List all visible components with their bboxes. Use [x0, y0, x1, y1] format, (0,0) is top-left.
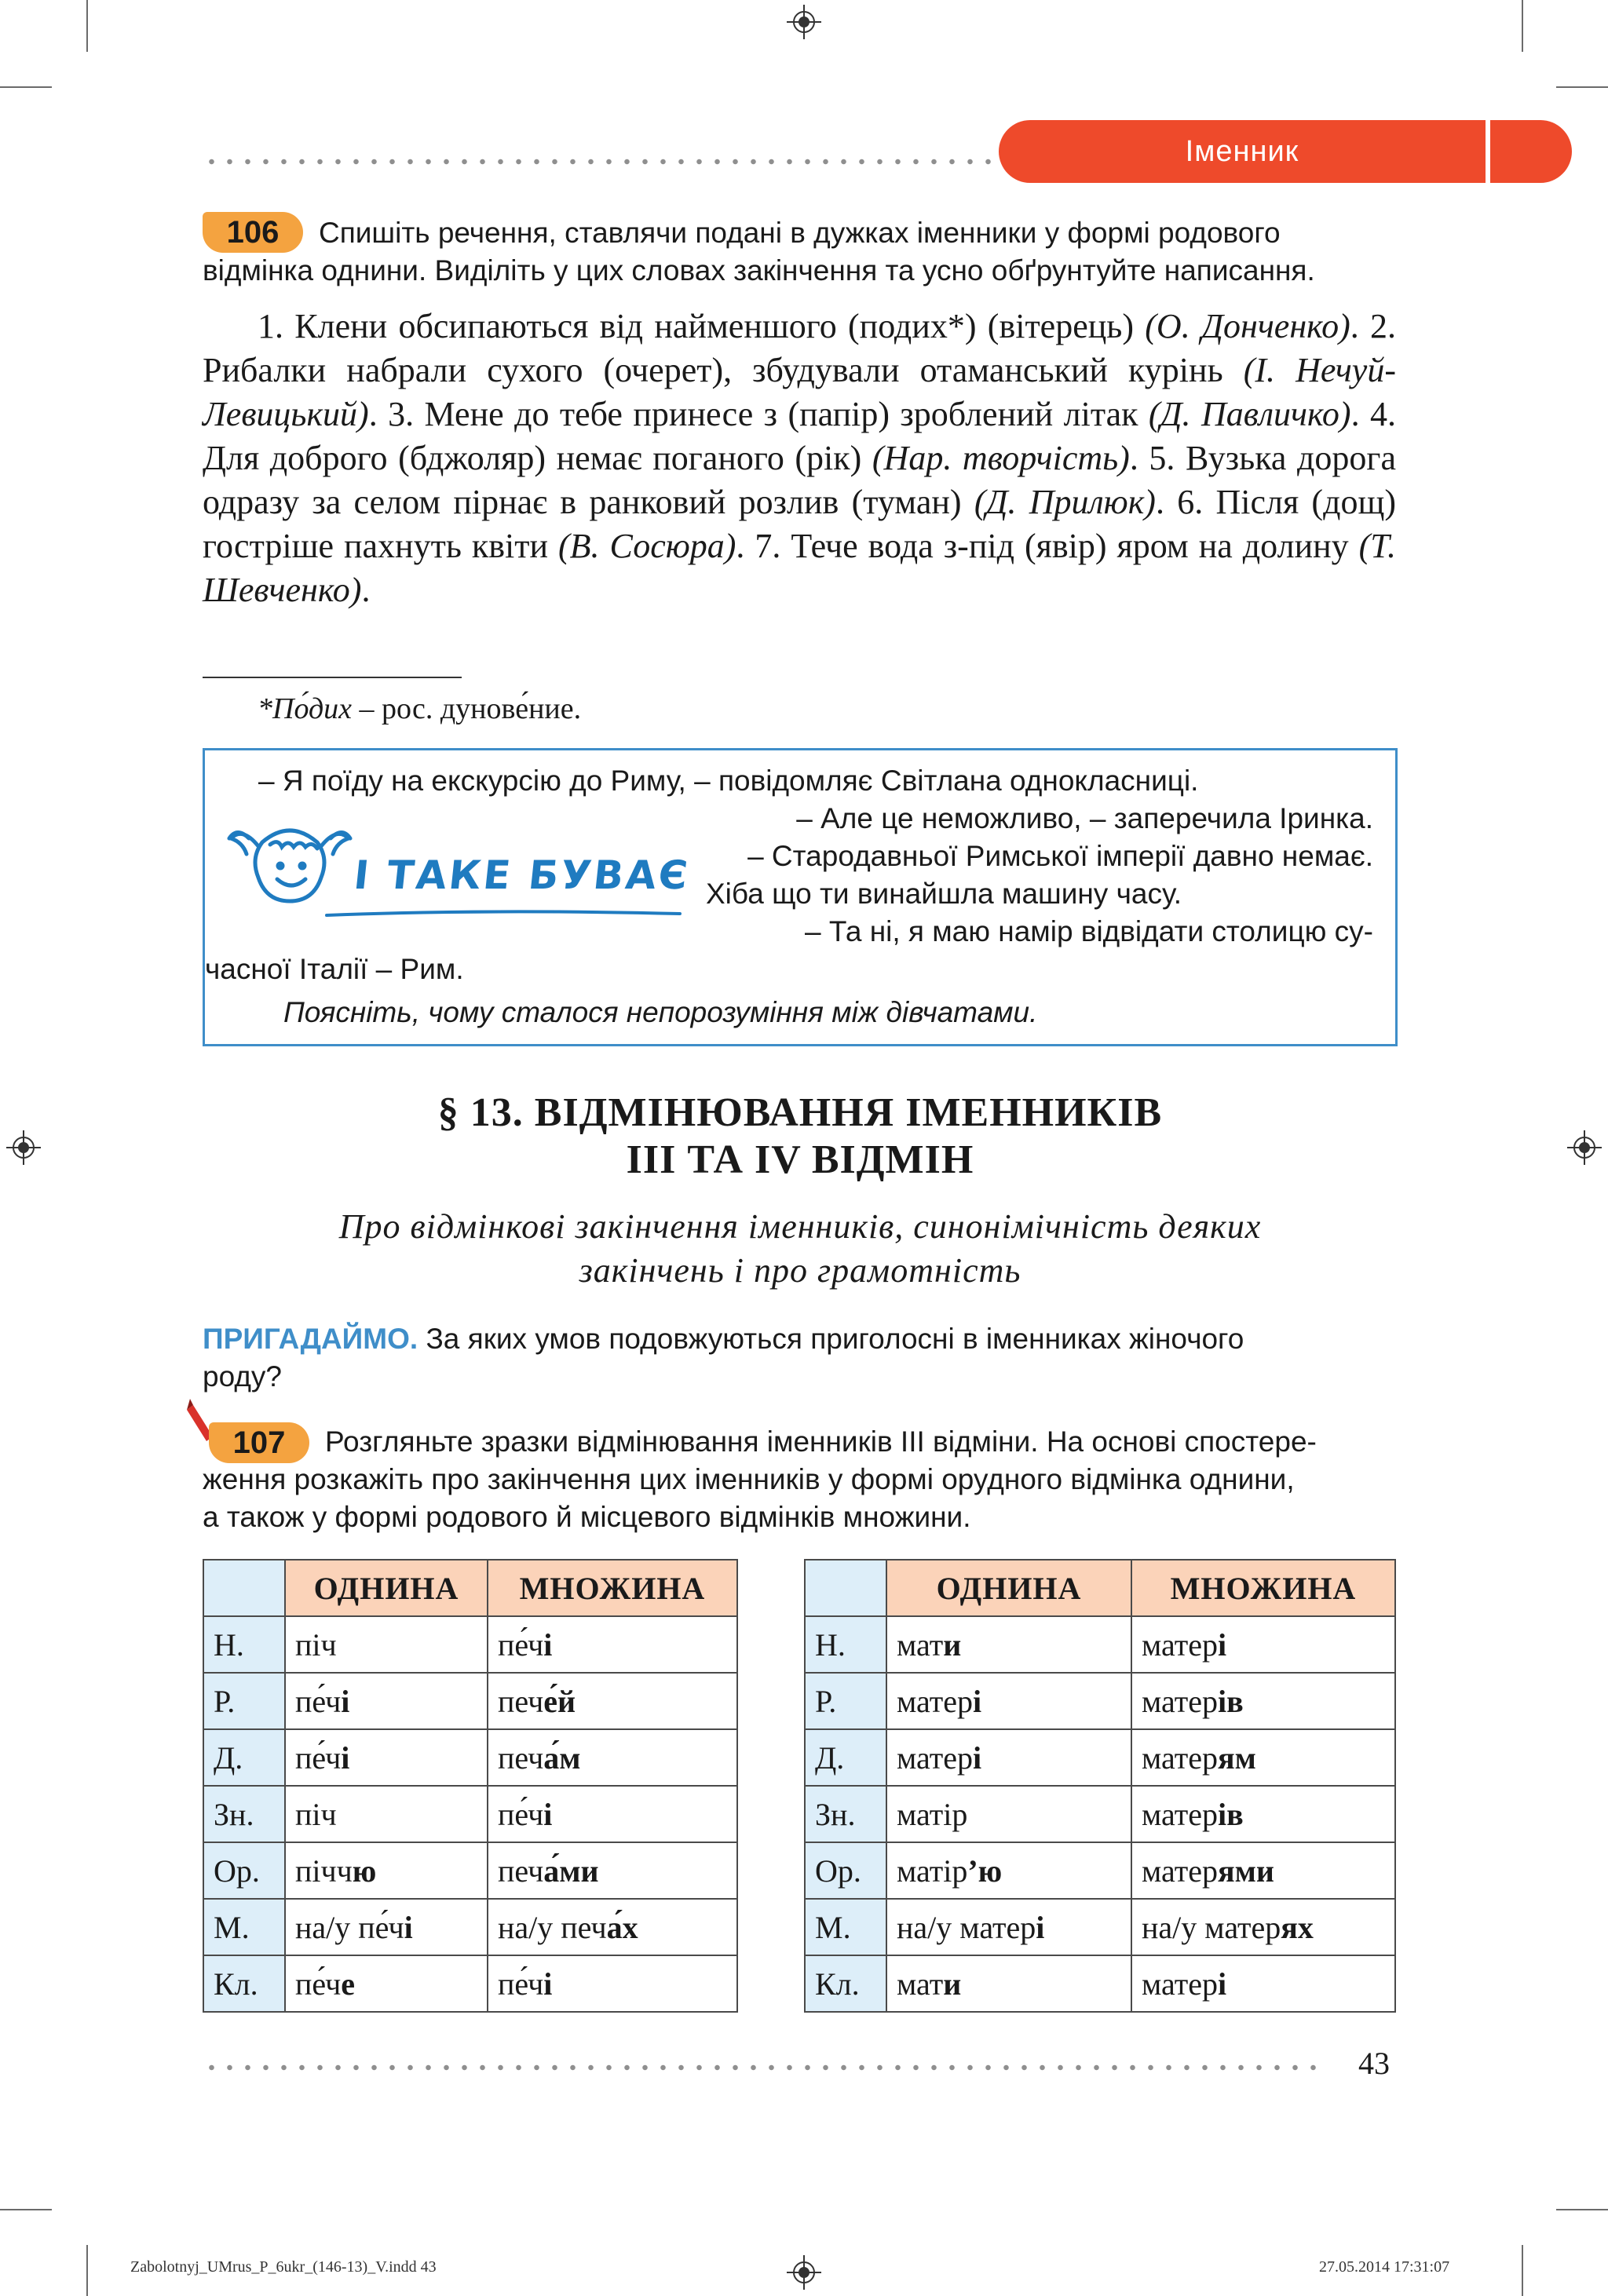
footnote-word: *По́дих — [258, 692, 353, 725]
dialogue-line: – Я поїду на екскурсію до Риму, – повідомляє Світлана однокласниці. — [258, 765, 1199, 797]
word-stem: піч — [295, 1626, 337, 1663]
declension-table-maty — [804, 1559, 1396, 2013]
exercise-instruction: Спишіть речення, ставлячи подані в дужках іменники у формі родового — [319, 217, 1281, 249]
box-question: Поясніть, чому сталося непорозуміння між дівчатами. — [283, 996, 1038, 1028]
crop-mark — [1556, 2209, 1608, 2210]
word-ending: а́х — [606, 1909, 638, 1945]
crop-mark — [0, 86, 52, 88]
exercise-number-badge — [203, 212, 303, 253]
word-stem: матір — [897, 1852, 968, 1889]
case-label: Р. — [805, 1673, 886, 1729]
exercise-number: 107 — [232, 1425, 286, 1460]
word-stem: матір — [897, 1796, 968, 1832]
singular-form — [285, 1673, 488, 1729]
table-body — [805, 1616, 1395, 2012]
footnote-rule — [203, 677, 462, 678]
table-row — [203, 1786, 737, 1842]
crop-mark — [1556, 86, 1608, 88]
crop-mark — [86, 2245, 88, 2296]
case-label: М. — [805, 1899, 886, 1955]
logo-text: І ТАКЕ БУВАЄ — [351, 852, 693, 898]
table-row — [203, 1955, 737, 2012]
sentences-paragraph: 1. Клени обсипаються від найменшого (подих*) (вітерець) (О. Донченко). 2. Рибалки набрали сухого (очерет), збудували отаманський курінь (І. Нечуй-Левицький). 3. Мене до тебе принесе з (папір) зроблений літак (Д. Павличко). 4. Для доброго (бджоляр) немає поганого (рік) (Нар. творчість). 5. Вузька дорога одразу за селом пірнає в ранковий розлив (туман) (Д. Прилюк). 6. Після (дощ) гостріше пахнуть квіти (В. Сосюра). 7. Тече вода з-під (явір) яром на долину (Т. Шевченко). — [203, 307, 1397, 609]
word-ending: а́м — [543, 1739, 581, 1776]
case-label: Кл. — [203, 1955, 285, 2012]
dialogue-line: – Але це неможливо, – заперечила Іринка. — [796, 802, 1373, 834]
citation: (Т. Шевченко) — [203, 527, 1397, 609]
case-label: Ор. — [805, 1842, 886, 1899]
word-ending: е́й — [543, 1683, 576, 1719]
citation: (Д. Прилюк) — [974, 483, 1156, 521]
word-ending: і — [1218, 1966, 1227, 2002]
column-header-plural: МНОЖИНА — [1131, 1560, 1395, 1616]
case-label: Зн. — [805, 1786, 886, 1842]
word-ending: ях — [1281, 1909, 1314, 1945]
exercise-number: 106 — [226, 214, 280, 250]
word-ending: і — [543, 1626, 553, 1663]
word-ending: ями — [1218, 1852, 1274, 1889]
word-ending: ів — [1218, 1683, 1244, 1719]
word-stem: на/у пе́ч — [295, 1909, 404, 1945]
plural-form — [488, 1842, 737, 1899]
table-row — [805, 1673, 1395, 1729]
exercise-instruction: ження розкажіть про закінчення цих іменників у формі орудного відмінка однини, — [203, 1463, 1295, 1495]
word-stem: пе́ч — [498, 1626, 544, 1663]
word-ending: і — [543, 1796, 553, 1832]
word-ending: і — [1036, 1909, 1045, 1945]
registration-mark-icon — [1567, 1130, 1602, 1165]
exercise-number-badge — [209, 1422, 309, 1463]
chapter-title: Іменник — [1185, 134, 1299, 168]
citation: (Д. Павличко) — [1148, 395, 1351, 433]
recall-label: ПРИГАДАЙМО. — [203, 1323, 418, 1355]
dialogue-line: Хіба що ти винайшла машину часу. — [706, 878, 1182, 910]
word-ending: ’ю — [967, 1852, 1003, 1889]
word-stem: піч — [295, 1796, 337, 1832]
word-ending: ю — [352, 1852, 377, 1889]
case-label: Д. — [805, 1729, 886, 1786]
singular-form — [285, 1842, 488, 1899]
anecdote-box — [203, 748, 1398, 1046]
word-ending: е — [341, 1966, 356, 2002]
header-dotted-rule — [203, 159, 994, 165]
word-stem: матер — [1142, 1683, 1218, 1719]
singular-form — [285, 1729, 488, 1786]
table-body — [203, 1616, 737, 2012]
singular-form — [886, 1616, 1131, 1673]
crop-mark — [0, 2209, 52, 2210]
table-row — [805, 1899, 1395, 1955]
word-stem: мат — [897, 1626, 944, 1663]
table-row — [805, 1842, 1395, 1899]
word-stem: матер — [1142, 1966, 1218, 2002]
word-stem: пічч — [295, 1852, 353, 1889]
singular-form — [886, 1899, 1131, 1955]
header-tab-end — [1490, 120, 1572, 183]
plural-form — [1131, 1616, 1395, 1673]
footer-dotted-rule — [203, 2064, 1317, 2071]
singular-form — [285, 1786, 488, 1842]
word-ending: і — [973, 1683, 982, 1719]
word-stem: матер — [1142, 1626, 1218, 1663]
table-row — [203, 1842, 737, 1899]
word-stem: матер — [1142, 1852, 1218, 1889]
case-label: Кл. — [805, 1955, 886, 2012]
case-label: Д. — [203, 1729, 285, 1786]
word-stem: пе́ч — [498, 1796, 544, 1832]
section-title: § 13. ВІДМІНЮВАННЯ ІМЕННИКІВ ІІІ ТА IV ВІДМІН — [437, 1090, 1163, 1182]
table-row — [203, 1616, 737, 1673]
plural-form — [1131, 1729, 1395, 1786]
singular-form — [886, 1729, 1131, 1786]
logo-underline — [323, 907, 684, 920]
case-label: Ор. — [203, 1842, 285, 1899]
citation: (Нар. творчість) — [872, 439, 1130, 477]
singular-form — [285, 1616, 488, 1673]
slug-filename: Zabolotnyj_UMrus_P_6ukr_(146-13)_V.indd 43 — [130, 2258, 437, 2276]
word-ending: і — [543, 1966, 553, 2002]
footnote — [258, 689, 581, 728]
crop-mark — [1522, 2245, 1523, 2296]
exercise-instruction: відмінка однини. Виділіть у цих словах закінчення та усно обґрунтуйте написання. — [203, 254, 1315, 287]
page-number: 43 — [1358, 2046, 1390, 2081]
column-header-plural: МНОЖИНА — [488, 1560, 737, 1616]
case-label: Зн. — [203, 1786, 285, 1842]
table-row — [203, 1673, 737, 1729]
case-label: М. — [203, 1899, 285, 1955]
plural-form — [1131, 1842, 1395, 1899]
registration-mark-icon — [6, 1130, 41, 1165]
plural-form — [1131, 1673, 1395, 1729]
case-label: Р. — [203, 1673, 285, 1729]
singular-form — [886, 1842, 1131, 1899]
table-row — [805, 1786, 1395, 1842]
word-stem: на/у матер — [1142, 1909, 1281, 1945]
table-row — [805, 1616, 1395, 1673]
word-ending: ям — [1218, 1739, 1256, 1776]
plural-form — [488, 1616, 737, 1673]
registration-mark-icon — [787, 2255, 821, 2290]
declension-table-pich — [203, 1559, 738, 2013]
crop-mark — [1522, 0, 1523, 52]
plural-form — [1131, 1955, 1395, 2012]
word-ending: а́ми — [543, 1852, 599, 1889]
word-ending: и — [943, 1966, 962, 2002]
word-stem: пе́ч — [295, 1966, 342, 2002]
table-row — [805, 1955, 1395, 2012]
plural-form — [488, 1899, 737, 1955]
exercise-instruction: а також у формі родового й місцевого відмінків множини. — [203, 1501, 971, 1533]
plural-form — [488, 1673, 737, 1729]
case-label: Н. — [203, 1616, 285, 1673]
dialogue-line: – Стародавньої Римської імперії давно немає. — [747, 840, 1373, 872]
case-label: Н. — [805, 1616, 886, 1673]
table-row — [203, 1899, 737, 1955]
plural-form — [488, 1786, 737, 1842]
registration-mark-icon — [787, 5, 821, 39]
word-ending: і — [341, 1683, 350, 1719]
word-ending: і — [341, 1739, 350, 1776]
plural-form — [1131, 1786, 1395, 1842]
citation: (В. Сосюра) — [558, 527, 736, 565]
word-stem: пе́ч — [498, 1966, 544, 2002]
slug-timestamp: 27.05.2014 17:31:07 — [1319, 2258, 1450, 2276]
table-row — [203, 1729, 737, 1786]
citation: (І. Нечуй-Левицький) — [203, 351, 1396, 433]
plural-form — [1131, 1899, 1395, 1955]
word-stem: печ — [498, 1683, 544, 1719]
singular-form — [886, 1786, 1131, 1842]
girl-face-logo-icon — [227, 815, 360, 909]
recall-question: ПРИГАДАЙМО. За яких умов подовжуються приголосні в іменниках жіночого роду? — [203, 1323, 1244, 1393]
singular-form — [285, 1955, 488, 2012]
exercise-sentences — [203, 305, 1396, 612]
word-stem: мат — [897, 1966, 944, 2002]
word-stem: матер — [897, 1683, 973, 1719]
section-subtitle: Про відмінкові закінчення іменників, синонімічність деяких закінчень і про грамотність — [338, 1207, 1262, 1290]
word-stem: матер — [1142, 1739, 1218, 1776]
singular-form — [886, 1673, 1131, 1729]
word-stem: печ — [498, 1852, 544, 1889]
table-corner — [805, 1560, 886, 1616]
table-corner — [203, 1560, 285, 1616]
exercise-instruction: Розгляньте зразки відмінювання іменників ІІІ відміни. На основі спостере- — [325, 1425, 1317, 1458]
word-ending: ів — [1218, 1796, 1244, 1832]
dialogue-line: часної Італії – Рим. — [205, 953, 464, 985]
table-row — [805, 1729, 1395, 1786]
singular-form — [886, 1955, 1131, 2012]
crop-mark — [86, 0, 88, 52]
column-header-singular: ОДНИНА — [886, 1560, 1131, 1616]
footnote-text: – рос. дунове́ние. — [352, 692, 582, 725]
word-ending: і — [1218, 1626, 1227, 1663]
word-stem: на/у матер — [897, 1909, 1036, 1945]
word-ending: і — [404, 1909, 413, 1945]
word-stem: пе́ч — [295, 1683, 342, 1719]
word-ending: і — [973, 1739, 982, 1776]
citation: (О. Донченко) — [1145, 307, 1350, 345]
word-stem: матер — [897, 1739, 973, 1776]
word-stem: печ — [498, 1739, 544, 1776]
word-stem: матер — [1142, 1796, 1218, 1832]
plural-form — [488, 1955, 737, 2012]
singular-form — [285, 1899, 488, 1955]
word-stem: пе́ч — [295, 1739, 342, 1776]
word-ending: и — [943, 1626, 962, 1663]
plural-form — [488, 1729, 737, 1786]
column-header-singular: ОДНИНА — [285, 1560, 488, 1616]
dialogue-line: – Та ні, я маю намір відвідати столицю су- — [805, 915, 1373, 947]
word-stem: на/у печ — [498, 1909, 607, 1945]
